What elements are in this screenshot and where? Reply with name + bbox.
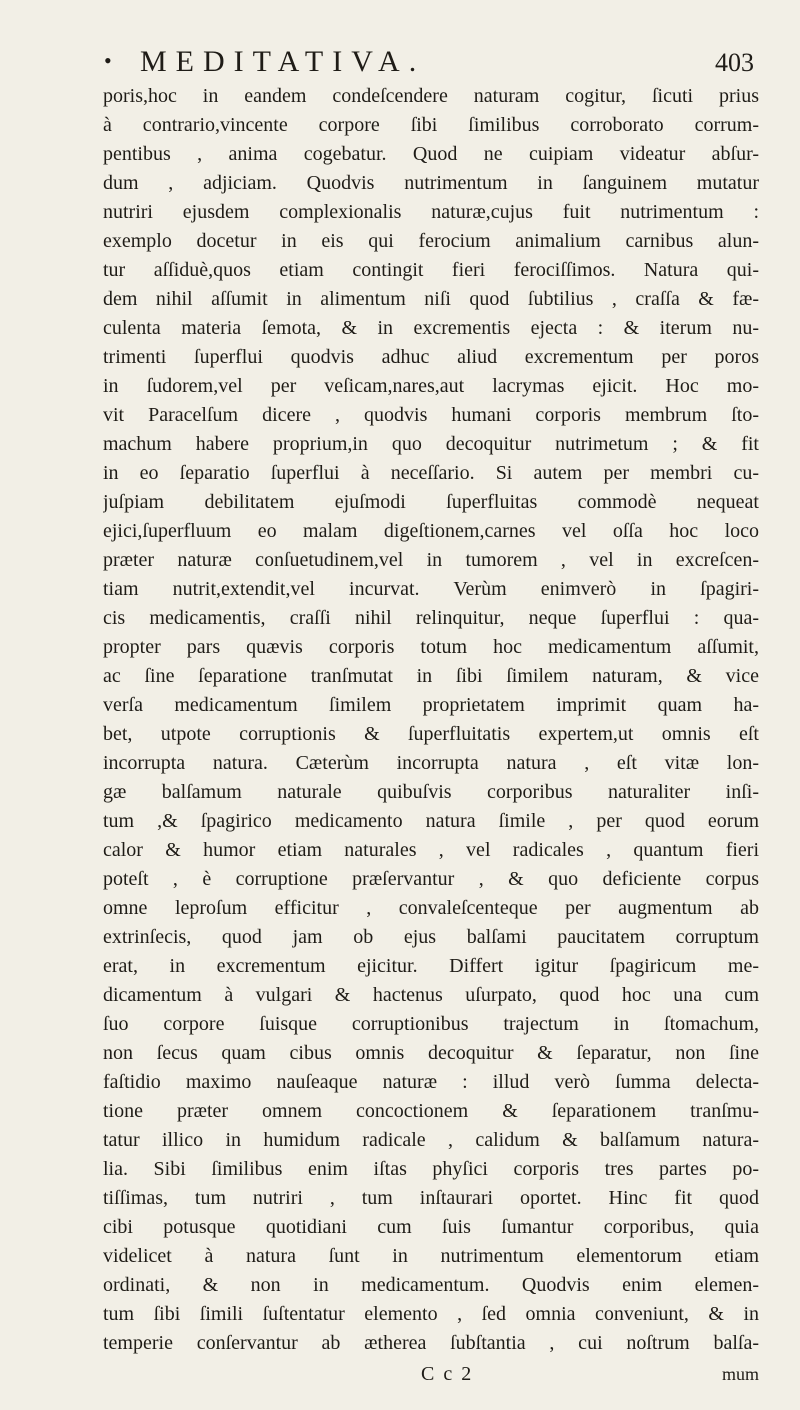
text-line: tiam nutrit,extendit,vel incurvat. Verùm enimverò in ſpagiri- <box>103 578 759 600</box>
text-line: cibi potusque quotidiani cum ſuis ſumantur corporibus, quia <box>103 1216 759 1238</box>
catchword: mum <box>721 1364 759 1384</box>
text-line: tiſſimas, tum nutriri , tum inſtaurari oportet. Hinc fit quod <box>103 1187 759 1209</box>
text-line: ejici,ſuperfluum eo malam digeſtionem,carnes vel oſſa hoc loco <box>103 520 759 542</box>
text-line: tione præter omnem concoctionem & ſeparationem tranſmu- <box>103 1100 759 1122</box>
text-line: tatur illico in humidum radicale , calidum & balſamum natura- <box>103 1129 759 1151</box>
text-line: tur aſſiduè,quos etiam contingit fieri ferociſſimos. Natura qui- <box>103 259 759 281</box>
page-footer <box>103 1360 759 1390</box>
text-line: erat, in excrementum ejicitur. Differt igitur ſpagiricum me- <box>103 955 759 977</box>
text-line: dum , adjiciam. Quodvis nutrimentum in ſanguinem mutatur <box>103 172 759 194</box>
text-line: verſa medicamentum ſimilem proprietatem imprimit quam ha- <box>103 694 759 716</box>
text-line: ſuo corpore ſuisque corruptionibus trajectum in ſtomachum, <box>103 1013 759 1035</box>
text-line: in eo ſeparatio ſuperflui à neceſſario. Si autem per membri cu- <box>103 462 759 484</box>
page-number: 403 <box>715 48 754 77</box>
text-line: poris,hoc in eandem condeſcendere naturam cogitur, ſicuti prius <box>103 85 759 107</box>
text-line: gæ balſamum naturale quibuſvis corporibus naturaliter inſi- <box>103 781 759 803</box>
text-line: à contrario,vincente corpore ſibi ſimilibus corroborato corrum- <box>103 114 759 136</box>
text-line: ordinati, & non in medicamentum. Quodvis enim elemen- <box>103 1274 759 1296</box>
text-line: vit Paracelſum dicere , quodvis humani corporis membrum ſto- <box>103 404 759 426</box>
text-line: omne leproſum efficitur , convaleſcenteque per augmentum ab <box>103 897 759 919</box>
text-line: ac ſine ſeparatione tranſmutat in ſibi ſimilem naturam, & vice <box>103 665 759 687</box>
text-line: bet, utpote corruptionis & ſuperfluitatis expertem,ut omnis eſt <box>103 723 759 745</box>
text-line: incorrupta natura. Cæterùm incorrupta natura , eſt vitæ lon- <box>103 752 759 774</box>
text-line: exemplo docetur in eis qui ferocium animalium carnibus alun- <box>103 230 759 252</box>
text-line: non ſecus quam cibus omnis decoquitur & ſeparatur, non ſine <box>103 1042 759 1064</box>
running-header <box>104 44 754 84</box>
text-line: tum ſibi ſimili ſuſtentatur elemento , ſed omnia conveniunt, & in <box>103 1303 759 1325</box>
text-line: poteſt , è corruptione præſervantur , & quo deficiente corpus <box>103 868 759 890</box>
text-line: in ſudorem,vel per veſicam,nares,aut lacrymas ejicit. Hoc mo- <box>103 375 759 397</box>
running-title: MEDITATIVA. <box>140 45 426 78</box>
text-line: videlicet à natura ſunt in nutrimentum elementorum etiam <box>103 1245 759 1267</box>
text-line: machum habere proprium,in quo decoquitur nutrimetum ; & fit <box>103 433 759 455</box>
text-line: extrinſecis, quod jam ob ejus balſami paucitatem corruptum <box>103 926 759 948</box>
text-line: calor & humor etiam naturales , vel radicales , quantum fieri <box>103 839 759 861</box>
text-line: culenta materia ſemota, & in excrementis ejecta : & iterum nu- <box>103 317 759 339</box>
text-line: juſpiam debilitatem ejuſmodi ſuperfluitas commodè nequeat <box>103 491 759 513</box>
text-line: nutriri ejusdem complexionalis naturæ,cujus fuit nutrimentum : <box>103 201 759 223</box>
text-line: trimenti ſuperflui quodvis adhuc aliud excrementum per poros <box>103 346 759 368</box>
text-line: dicamentum à vulgari & hactenus uſurpato, quod hoc una cum <box>103 984 759 1006</box>
text-line: lia. Sibi ſimilibus enim iſtas phyſici corporis tres partes po- <box>103 1158 759 1180</box>
text-line: tum ,& ſpagirico medicamento natura ſimile , per quod eorum <box>103 810 759 832</box>
text-line: præter naturæ conſuetudinem,vel in tumorem , vel in excreſcen- <box>103 549 759 571</box>
text-line: pentibus , anima cogebatur. Quod ne cuipiam videatur abſur- <box>103 143 759 165</box>
text-line: cis medicamentis, craſſi nihil relinquitur, neque ſuperflui : qua- <box>103 607 759 629</box>
text-line: temperie conſervantur ab ætherea ſubſtantia , cui noſtrum balſa- <box>103 1332 759 1354</box>
header-ornament: • <box>104 48 112 73</box>
text-line: dem nihil aſſumit in alimentum niſi quod ſubtilius , craſſa & fæ- <box>103 288 759 310</box>
body-text <box>103 82 759 1358</box>
text-line: propter pars quævis corporis totum hoc medicamentum aſſumit, <box>103 636 759 658</box>
text-line: faſtidio maximo nauſeaque naturæ : illud verò ſumma delecta- <box>103 1071 759 1093</box>
signature-mark: C c 2 <box>421 1363 474 1385</box>
